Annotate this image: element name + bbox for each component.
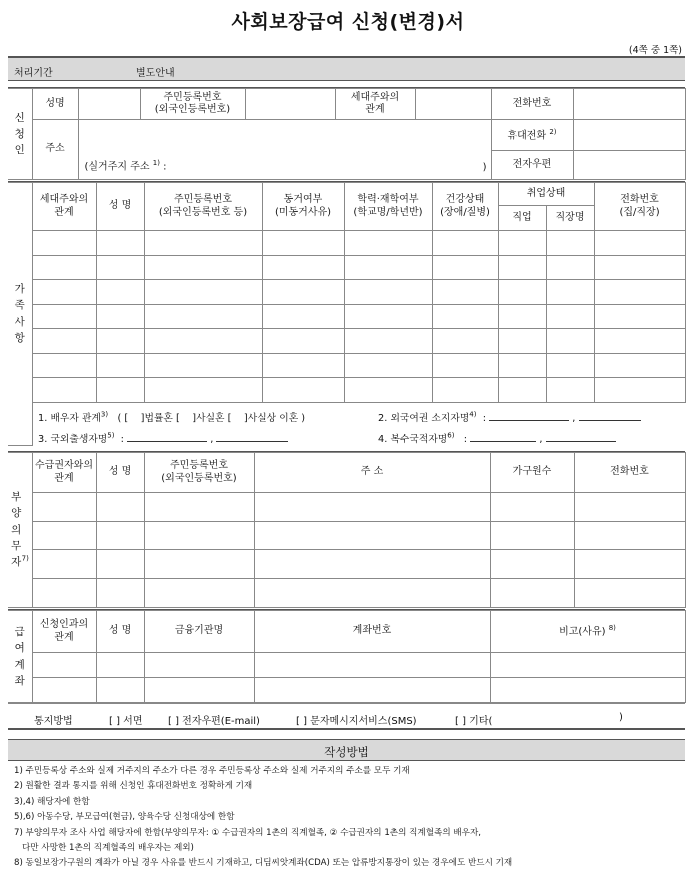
family-row[interactable] xyxy=(8,255,685,280)
notify-option-sms[interactable]: [ ] 문자메시지서비스(SMS) xyxy=(296,716,417,727)
support-header-relation: 수급권자와의 관계 xyxy=(32,453,96,493)
foreign-born-line[interactable]: 3. 국외출생자명$^{5)}$ : , xyxy=(38,431,288,445)
spouse-relation-line: 1. 배우자 관계$^{3)}$ ( [ ]법률혼 [ ]사실혼 [ ]사실상 이혼 ) xyxy=(38,410,306,424)
bank-header-account: 계좌번호 xyxy=(254,611,490,653)
notify-option-mail[interactable]: [ ] 서면 xyxy=(109,716,143,727)
applicant-email-field[interactable] xyxy=(573,151,685,180)
bank-header-remark: 비고(사유) $^{8)}$ xyxy=(490,611,685,653)
family-header-job: 직업 xyxy=(498,206,546,231)
family-header-relation: 세대주와의 관계 xyxy=(32,183,96,231)
applicant-rrn-field[interactable] xyxy=(245,89,335,120)
support-section-label: 부양의무자$^{7)}$ xyxy=(8,453,32,608)
family-row[interactable] xyxy=(8,280,685,305)
support-header-name: 성 명 xyxy=(96,453,144,493)
note-item: 8) 동일보장가구원의 계좌가 아닐 경우 사유를 반드시 기재하고, 디딤씨앗계좌(CDA) 또는 압류방지통장이 있는 경우에도 반드시 기재 xyxy=(14,858,513,869)
family-section-label: 가족사항 xyxy=(8,183,32,446)
bank-header-relation: 신청인과의 관계 xyxy=(32,611,96,653)
actual-address-close: ) xyxy=(482,161,487,173)
processing-label: 처리기간 xyxy=(14,68,53,79)
family-header-phone: 전화번호 (집/직장) xyxy=(594,183,685,231)
page-count: (4쪽 중 1쪽) xyxy=(628,45,682,56)
family-header-employment: 취업상태 xyxy=(498,183,594,206)
processing-value: 별도안내 xyxy=(136,68,175,79)
notify-option-email[interactable]: [ ] 전자우편(E-mail) xyxy=(168,716,260,727)
applicant-name-field[interactable] xyxy=(78,89,140,120)
applicant-name-label: 성명 xyxy=(32,89,78,120)
family-header-cohabit: 동거여부 (미동거사유) xyxy=(262,183,344,231)
foreign-passport-line[interactable]: 2. 외국여권 소지자명$^{4)}$ : , xyxy=(378,410,641,424)
applicant-phone-label: 전화번호 xyxy=(491,89,573,120)
support-row[interactable] xyxy=(8,493,685,522)
bank-header-name: 성 명 xyxy=(96,611,144,653)
applicant-relation-label: 세대주와의 관계 xyxy=(335,89,415,120)
family-header-health: 건강상태 (장애/질병) xyxy=(432,183,498,231)
bank-header-institution: 금융기관명 xyxy=(144,611,254,653)
bank-row[interactable] xyxy=(8,678,685,703)
support-row[interactable] xyxy=(8,578,685,607)
family-table xyxy=(8,182,686,446)
note-item: 7) 부양의무자 조사 사업 해당자에 한함(부양의무자: ① 수급권자의 1촌의 직계혈족, ② 수급권자의 1촌의 직계혈족의 배우자, xyxy=(14,827,481,838)
support-header-address: 주 소 xyxy=(254,453,490,493)
note-item: 5),6) 아동수당, 부모급여(현금), 양육수당 신청대상에 한함 xyxy=(14,812,235,823)
support-table xyxy=(8,452,686,608)
family-row[interactable] xyxy=(8,304,685,329)
family-header-education: 학력·재학여부 (학교명/학년반) xyxy=(344,183,432,231)
bank-table xyxy=(8,610,686,703)
dual-nationality-line[interactable]: 4. 복수국적자명$^{6)}$ : , xyxy=(378,431,616,445)
notify-label: 통지방법 xyxy=(34,716,73,727)
applicant-mobile-label: 휴대전화 $^{2)}$ xyxy=(491,120,573,151)
notify-option-other-close: ) xyxy=(619,712,623,723)
family-header-rrn: 주민등록번호 (외국인등록번호 등) xyxy=(144,183,262,231)
form-title: 사회보장급여 신청(변경)서 xyxy=(231,11,465,33)
note-item: 다만 사망한 1촌의 직계혈족의 배우자는 제외) xyxy=(22,843,194,854)
family-row[interactable] xyxy=(8,329,685,354)
bank-row[interactable] xyxy=(8,653,685,678)
actual-address-line: (실거주지 주소 $^{1)}$ : xyxy=(84,159,167,173)
family-header-workplace: 직장명 xyxy=(546,206,594,231)
notification-method-row xyxy=(8,703,685,730)
note-item: 3),4) 해당자에 한함 xyxy=(14,796,90,807)
support-row[interactable] xyxy=(8,550,685,579)
notes-list xyxy=(14,764,684,872)
applicant-mobile-field[interactable] xyxy=(573,120,685,151)
notes-heading: 작성방법 xyxy=(8,739,685,761)
applicant-rrn-label: 주민등록번호 (외국인등록번호) xyxy=(140,89,245,120)
support-row[interactable] xyxy=(8,521,685,550)
applicant-table xyxy=(8,88,686,180)
notify-option-other[interactable]: [ ] 기타( xyxy=(455,716,493,727)
note-item: 2) 원활한 결과 통지를 위해 신청인 휴대전화번호 정확하게 기재 xyxy=(14,781,253,792)
bank-section-label: 급여계좌 xyxy=(8,611,32,703)
family-row[interactable] xyxy=(8,231,685,256)
applicant-address-label: 주소 xyxy=(32,120,78,180)
applicant-section-label: 신청인 xyxy=(8,89,32,180)
support-header-household: 가구원수 xyxy=(490,453,574,493)
family-header-name: 성 명 xyxy=(96,183,144,231)
applicant-relation-field[interactable] xyxy=(415,89,491,120)
note-item: 1) 주민등록상 주소와 실제 거주지의 주소가 다른 경우 주민등록상 주소와 실제 거주지의 주소를 모두 기재 xyxy=(14,766,410,776)
applicant-phone-field[interactable] xyxy=(573,89,685,120)
family-row[interactable] xyxy=(8,353,685,378)
family-row[interactable] xyxy=(8,378,685,403)
processing-period-bar xyxy=(8,56,685,81)
support-header-rrn: 주민등록번호 (외국인등록번호) xyxy=(144,453,254,493)
applicant-address-field[interactable] xyxy=(78,120,491,180)
applicant-email-label: 전자우편 xyxy=(491,151,573,180)
support-header-phone: 전화번호 xyxy=(574,453,685,493)
